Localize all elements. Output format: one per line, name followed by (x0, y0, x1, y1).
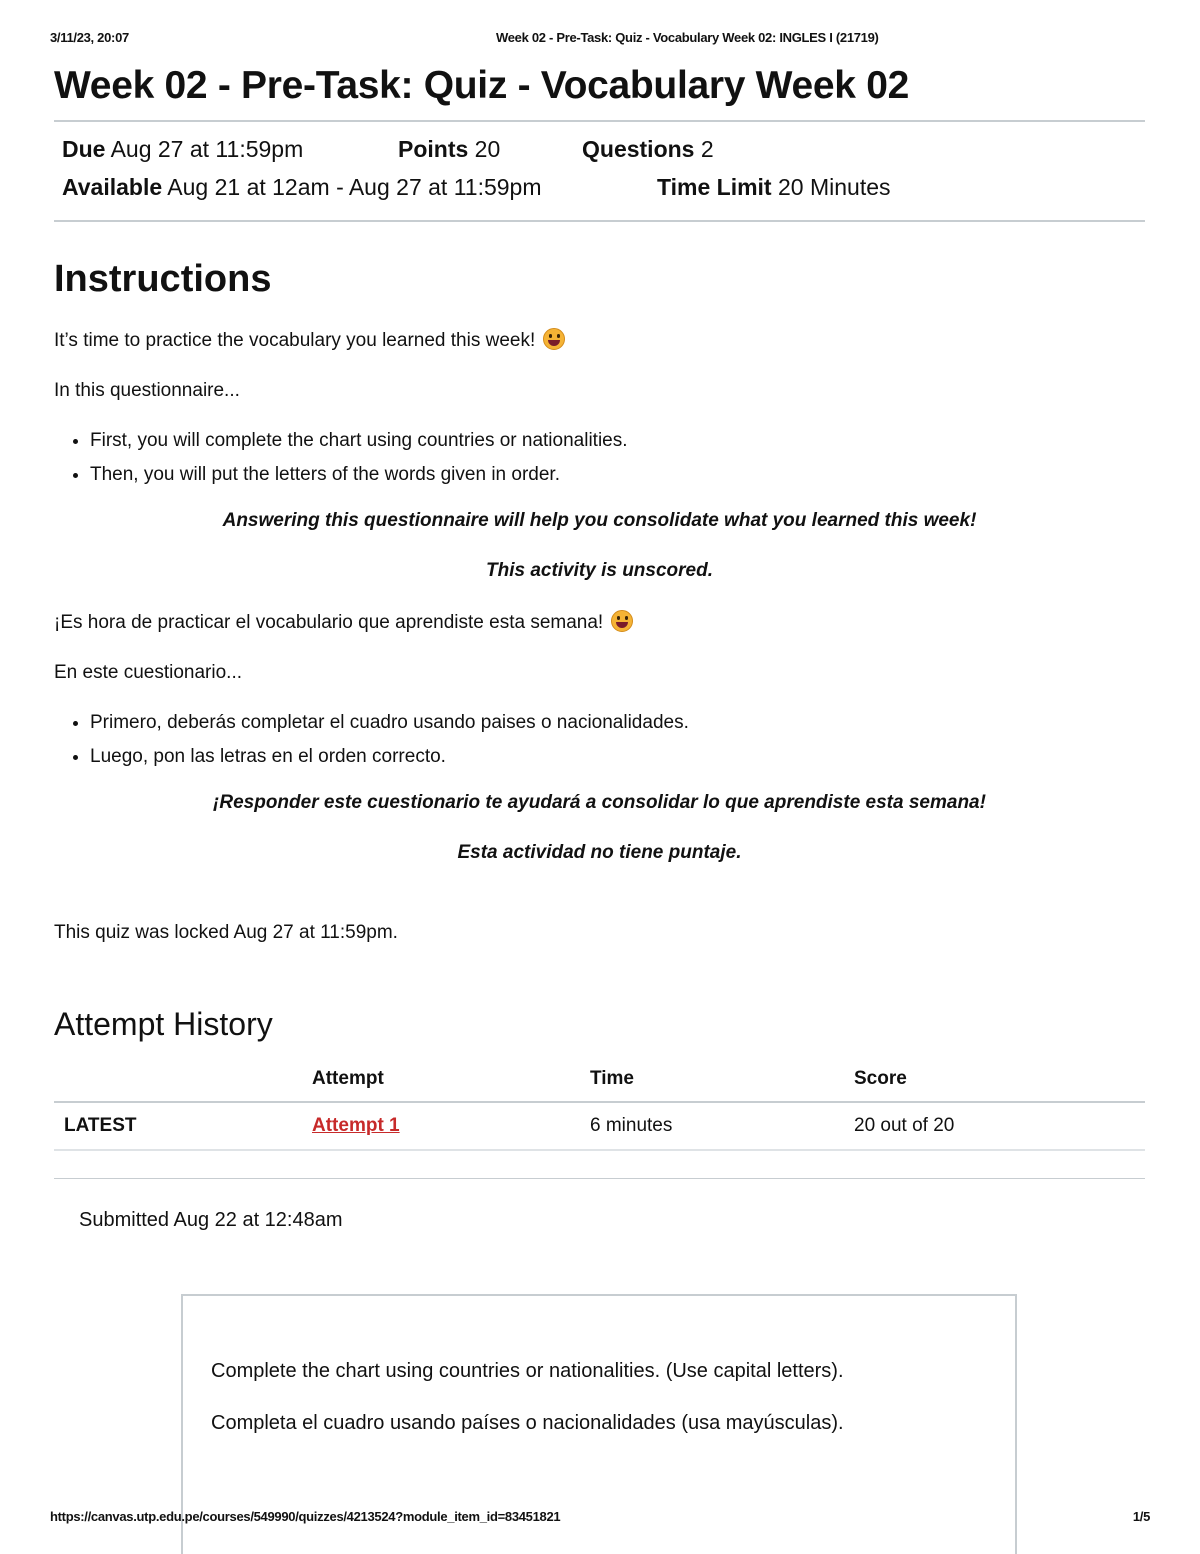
meta-row-1 (62, 136, 1145, 174)
due-info (62, 136, 398, 163)
en-unscored: This activity is unscored. (485, 560, 714, 581)
list-item: • First, you will complete the chart using countries or nationalities. (90, 424, 1145, 458)
print-header (50, 30, 1150, 50)
available-value: Aug 21 at 12am - Aug 27 at 11:59pm (167, 174, 542, 200)
attempt-history-heading: Attempt History (54, 1006, 273, 1042)
available-info (62, 174, 657, 201)
questions-label: Questions (582, 136, 695, 162)
column-header: Time (590, 1057, 854, 1102)
grinning-face-icon (543, 328, 565, 350)
due-label: Due (62, 136, 106, 162)
question-prompt-es: Completa el cuadro usando países o nacionalidades (usa mayúsculas). (211, 1412, 844, 1434)
questions-info (582, 136, 714, 163)
points-value: 20 (474, 136, 501, 162)
en-intro (54, 328, 1145, 352)
en-bullet-list (54, 424, 1145, 492)
print-date: 3/11/23, 20:07 (50, 30, 129, 45)
es-bullet-list (54, 706, 1145, 774)
attempt-1-link[interactable]: Attempt 1 (312, 1115, 400, 1136)
time-cell: 6 minutes (590, 1102, 854, 1150)
submitted-time: Submitted Aug 22 at 12:48am (79, 1209, 343, 1231)
es-lead: En este cuestionario... (54, 662, 242, 683)
print-title: Week 02 - Pre-Task: Quiz - Vocabulary Week 02: INGLES I (21719) (496, 30, 879, 45)
instructions-heading: Instructions (54, 258, 272, 300)
table-header-row (54, 1057, 1145, 1102)
es-intro (54, 610, 1145, 634)
column-header: Score (854, 1057, 1145, 1102)
list-item: • Luego, pon las letras en el orden correcto. (90, 740, 1145, 774)
attempt-history-table (54, 1057, 1145, 1151)
score-cell: 20 out of 20 (854, 1102, 1145, 1150)
table-row (54, 1102, 1145, 1150)
divider (54, 220, 1145, 222)
en-lead: In this questionnaire... (54, 380, 240, 401)
list-item: • Primero, deberás completar el cuadro usando paises o nacionalidades. (90, 706, 1145, 740)
points-info (398, 136, 582, 163)
latest-label: LATEST (54, 1102, 312, 1150)
print-footer (50, 1509, 1150, 1529)
divider (54, 1178, 1145, 1179)
questions-value: 2 (700, 136, 714, 162)
es-unscored: Esta actividad no tiene puntaje. (457, 842, 742, 863)
column-header (54, 1057, 312, 1102)
main-content (54, 60, 1145, 1434)
page-number: 1/5 (1132, 1509, 1150, 1524)
time-limit-value: 20 Minutes (778, 174, 891, 200)
due-value: Aug 27 at 11:59pm (110, 136, 304, 162)
meta-row-2 (62, 174, 1145, 212)
time-limit-label: Time Limit (657, 174, 772, 200)
es-intro-text: ¡Es hora de practicar el vocabulario que aprendiste esta semana! (54, 612, 604, 633)
page-title: Week 02 - Pre-Task: Quiz - Vocabulary Week 02 (54, 64, 909, 107)
points-label: Points (398, 136, 469, 162)
list-item: • Then, you will put the letters of the words given in order. (90, 458, 1145, 492)
column-header: Attempt (312, 1057, 590, 1102)
en-intro-text: It’s time to practice the vocabulary you learned this week! (54, 330, 536, 351)
print-url: https://canvas.utp.edu.pe/courses/549990/quizzes/4213524?module_item_id=83451821 (50, 1509, 561, 1524)
quiz-meta (54, 122, 1145, 220)
attempt-cell (312, 1102, 590, 1150)
grinning-face-icon (611, 610, 633, 632)
en-consolidate: Answering this questionnaire will help you consolidate what you learned this week! (222, 510, 977, 531)
question-prompt-en: Complete the chart using countries or nationalities. (Use capital letters). (211, 1360, 844, 1382)
available-label: Available (62, 174, 163, 200)
lock-notice: This quiz was locked Aug 27 at 11:59pm. (54, 922, 398, 943)
es-consolidate: ¡Responder este cuestionario te ayudará a consolidar lo que aprendiste esta semana! (213, 792, 986, 813)
time-limit-info (657, 174, 891, 201)
